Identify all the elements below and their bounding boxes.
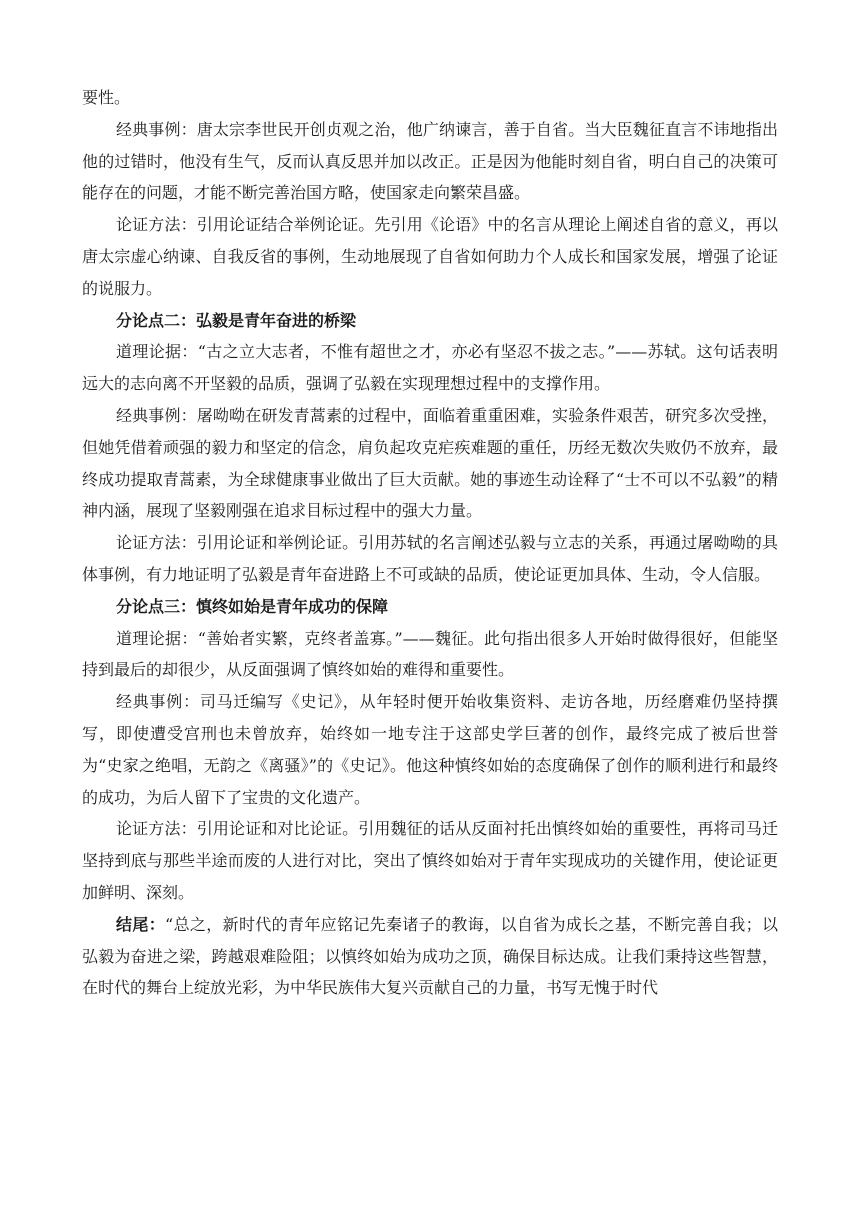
paragraph-conclusion: [82, 909, 778, 1004]
conclusion-text: “总之，新时代的青年应铭记先秦诸子的教诲，以自省为成长之基，不断完善自我；以弘毅为奋进之梁，跨越艰难险阻；以慎终如始为成功之顶，确保目标达成。让我们秉持这些智慧，在时代的舞台上绽放光彩，为中华民族伟大复兴贡献自己的力量，书写无愧于时代: [82, 914, 778, 998]
document-page: [82, 82, 778, 1004]
paragraph-reason-sushi: 道理论据：“古之立大志者，不惟有超世之才，亦必有坚忍不拔之志。”——苏轼。这句话表明远大的志向离不开坚毅的品质，强调了弘毅在实现理想过程中的支撑作用。: [82, 342, 778, 394]
paragraph-example-tuyouyou: 经典事例：屠呦呦在研发青蒿素的过程中，面临着重重困难，实验条件艰苦，研究多次受挫，但她凭借着顽强的毅力和坚定的信念，肩负起攻克疟疾难题的重任，历经无数次失败仍不放弃，最终成功提取青蒿素，为全球健康事业做出了巨大贡献。她的事迹生动诠释了“士不可以不弘毅”的精神内涵，展现了坚毅刚强在追求目标过程中的强大力量。: [82, 405, 778, 521]
conclusion-lead: 结尾：: [116, 914, 166, 934]
paragraph-method-2: 论证方法：引用论证和举例论证。引用苏轼的名言阐述弘毅与立志的关系，再通过屠呦呦的具体事例，有力地证明了弘毅是青年奋进路上不可或缺的品质，使论证更加具体、生动，令人信服。: [82, 533, 778, 584]
paragraph-reason-weizheng: 道理论据：“善始者实繁，克终者盖寡。”——魏征。此句指出很多人开始时做得很好，但能坚持到最后的却很少，从反面强调了慎终如始的难得和重要性。: [82, 628, 778, 680]
paragraph-example-taizong: 经典事例：唐太宗李世民开创贞观之治，他广纳谏言，善于自省。当大臣魏征直言不讳地指出他的过错时，他没有生气，反而认真反思并加以改正。正是因为他能时刻自省，明白自己的决策可能存在的问题，才能不断完善治国方略，使国家走向繁荣昌盛。: [82, 119, 778, 203]
paragraph-continuation: 要性。: [82, 88, 131, 107]
heading-sub-argument-3: 分论点三：慎终如始是青年成功的保障: [116, 596, 389, 616]
paragraph-method-3: 论证方法：引用论证和对比论证。引用魏征的话从反面衬托出慎终如始的重要性，再将司马迁坚持到底与那些半途而废的人进行对比，突出了慎终如始对于青年实现成功的关键作用，使论证更加鲜明、深刻。: [82, 819, 778, 902]
heading-sub-argument-2: 分论点二：弘毅是青年奋进的桥梁: [116, 310, 357, 330]
paragraph-example-simaqian: 经典事例：司马迁编写《史记》，从年轻时便开始收集资料、走访各地，历经磨难仍坚持撰写，即使遭受宫刑也未曾放弃，始终如一地专注于这部史学巨著的创作，最终完成了被后世誉为“史家之绝唱，无韵之《离骚》”的《史记》。他这种慎终如始的态度确保了创作的顺利进行和最终的成功，为后人留下了宝贵的文化遗产。: [82, 692, 778, 807]
paragraph-method-1: 论证方法：引用论证结合举例论证。先引用《论语》中的名言从理论上阐述自省的意义，再以唐太宗虚心纳谏、自我反省的事例，生动地展现了自省如何助力个人成长和国家发展，增强了论证的说服力。: [82, 215, 778, 298]
